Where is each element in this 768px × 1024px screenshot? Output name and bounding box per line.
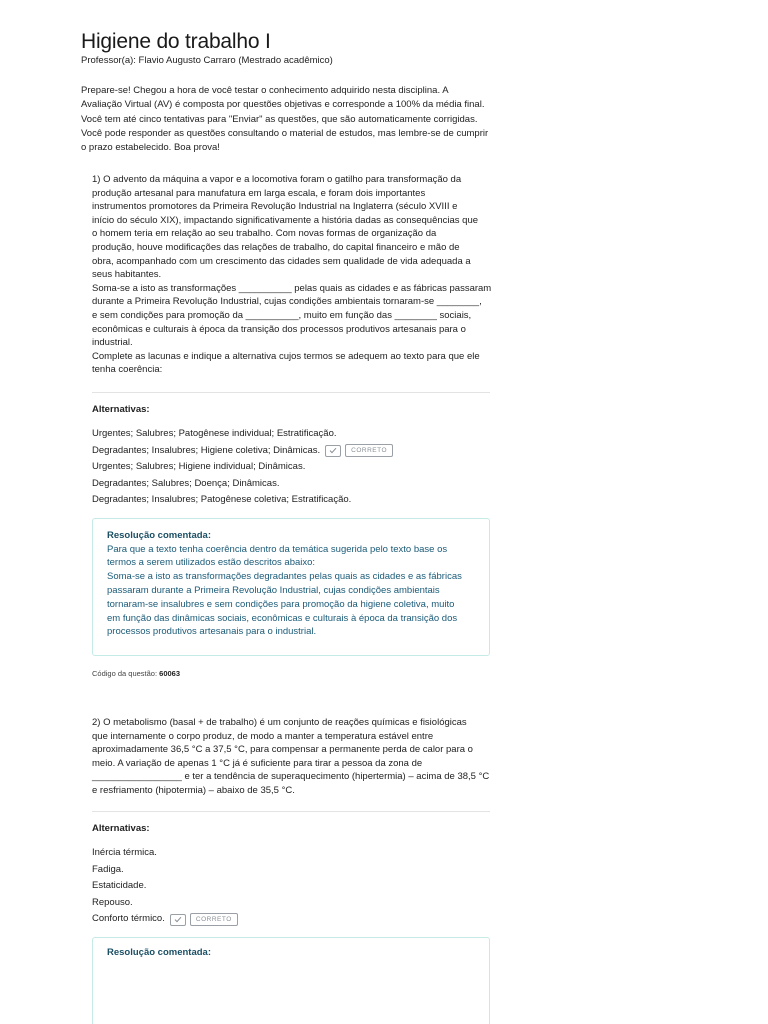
question-line: o homem teria em relação ao seu trabalho. Com novas formas de organização da	[92, 228, 437, 240]
check-icon	[170, 914, 186, 926]
question-line: 2) O metabolismo (basal + de trabalho) é um conjunto de reações químicas e fisiológicas	[92, 717, 467, 728]
question-line: que internamente o corpo produz, de modo a manter a temperatura estável entre	[92, 730, 434, 742]
question-line: industrial.	[92, 337, 133, 349]
intro-line: Avaliação Virtual (AV) é composta por questões objetivas e corresponde a 100% da média final.	[81, 99, 485, 111]
alternative-text: Degradantes; Salubres; Doença; Dinâmicas.	[92, 477, 280, 489]
alternative-option[interactable]	[92, 845, 238, 862]
alternative-text: Urgentes; Salubres; Higiene individual; Dinâmicas.	[92, 461, 306, 473]
correct-badge: CORRETO	[345, 444, 393, 457]
resolution-line: termos a serem utilizados estão descritos abaixo:	[107, 557, 316, 569]
alternative-text: Estaticidade.	[92, 880, 147, 892]
divider	[92, 392, 490, 393]
alternatives-list	[92, 426, 393, 509]
alternative-text: Conforto térmico.	[92, 913, 165, 925]
professor-line: Professor(a): Flavio Augusto Carraro (Mestrado acadêmico)	[81, 55, 333, 66]
resolution-title: Resolução comentada:	[107, 947, 211, 958]
question-line: _________________ e ter a tendência de superaquecimento (hipertermia) – acima de 38,5 °C	[92, 771, 490, 783]
intro-line: Você pode responder as questões consultando o material de estudos, mas lembre-se de cumprir	[81, 127, 489, 139]
correct-badge: CORRETO	[190, 913, 238, 926]
alternative-option[interactable]	[92, 895, 238, 912]
question-line: meio. A variação de apenas 1 °C já é suficiente para tirar a pessoa da zona de	[92, 757, 423, 769]
alternative-option[interactable]	[92, 476, 393, 493]
alternative-option[interactable]	[92, 443, 393, 460]
question-line: econômicas e culturais à época da transição dos processos produtivos artesanais para o	[92, 323, 466, 335]
question-line: instrumentos promotores da Primeira Revolução Industrial na Inglaterra (século XVIII e	[92, 201, 458, 213]
question-code-label: Código da questão:	[92, 669, 158, 678]
alternative-text: Urgentes; Salubres; Patogênese individual; Estratificação.	[92, 428, 337, 439]
alternatives-heading: Alternativas:	[92, 404, 150, 415]
question-line: obra, acompanhado com um crescimento das cidades sem qualidade de vida adequada a	[92, 255, 471, 267]
alternative-option[interactable]	[92, 459, 393, 476]
question-line: durante a Primeira Revolução Industrial, cujas condições ambientais tornaram-se ________,	[92, 296, 482, 308]
question-1-text	[92, 173, 492, 377]
question-line: 1) O advento da máquina a vapor e a locomotiva foram o gatilho para transformação da	[92, 174, 462, 185]
alternative-text: Repouso.	[92, 896, 133, 908]
question-line: Soma-se a isto as transformações __________ pelas quais as cidades e as fábricas passaram	[92, 282, 492, 294]
resolution-line: Para que a texto tenha coerência dentro da temática sugerida pelo texto base os	[107, 543, 448, 555]
resolution-text	[107, 543, 475, 640]
resolution-line: tornaram-se insalubres e sem condições para promoção da higiene coletiva, muito	[107, 598, 455, 610]
page-title: Higiene do trabalho I	[81, 30, 271, 53]
intro-line: Você tem até cinco tentativas para "Enviar" as questões, que são automaticamente corrigidas.	[81, 113, 478, 125]
resolution-line: Soma-se a isto as transformações degradantes pelas quais as cidades e as fábricas	[107, 571, 462, 583]
question-line: início do século XIX), impactando significativamente a história dadas as consequências que	[92, 214, 479, 226]
check-icon	[325, 445, 341, 457]
question-line: produção artesanal para manufatura em larga escala, e foram dois importantes	[92, 187, 426, 199]
alternative-text: Degradantes; Insalubres; Patogênese coletiva; Estratificação.	[92, 494, 352, 506]
resolution-line: passaram durante a Primeira Revolução Industrial, cujas condições ambientais	[107, 584, 440, 596]
question-line: seus habitantes.	[92, 269, 162, 281]
alternative-option[interactable]	[92, 878, 238, 895]
alternative-option[interactable]	[92, 426, 393, 443]
alternatives-heading: Alternativas:	[92, 823, 150, 834]
intro-line: Prepare-se! Chegou a hora de você testar o conhecimento adquirido nesta disciplina. A	[81, 85, 449, 96]
alternative-text: Inércia térmica.	[92, 847, 157, 858]
question-line: e resfriamento (hipotermia) – abaixo de 35,5 °C.	[92, 784, 295, 796]
resolution-box	[92, 937, 490, 1024]
question-line: e sem condições para promoção da __________, muito em função das ________ sociais,	[92, 309, 472, 321]
question-line: produção, houve modificações das relações de trabalho, do capital financeiro e mão de	[92, 241, 460, 253]
intro-line: o prazo estabelecido. Boa prova!	[81, 142, 220, 154]
intro-text	[81, 84, 506, 155]
question-line: tenha coerência:	[92, 364, 163, 376]
resolution-title: Resolução comentada:	[107, 530, 211, 541]
alternative-option[interactable]	[92, 492, 393, 509]
divider	[92, 811, 490, 812]
resolution-line: em função das dinâmicas sociais, econômicas e culturais à época da transição dos	[107, 612, 458, 624]
alternative-option[interactable]	[92, 911, 238, 928]
alternative-option[interactable]	[92, 862, 238, 879]
question-code-value: 60063	[159, 669, 181, 678]
alternatives-list	[92, 845, 238, 928]
question-code	[92, 669, 180, 678]
question-line: aproximadamente 36,5 °C a 37,5 °C, para compensar a permanente perda de calor para o	[92, 744, 473, 756]
question-line: Complete as lacunas e indique a alternativa cujos termos se adequem ao texto para que ele	[92, 350, 480, 362]
alternative-text: Fadiga.	[92, 863, 124, 875]
question-2-text	[92, 716, 492, 798]
alternative-text: Degradantes; Insalubres; Higiene coletiva; Dinâmicas.	[92, 444, 321, 456]
resolution-line: processos produtivos artesanais para o industrial.	[107, 626, 317, 638]
resolution-box	[92, 518, 490, 656]
